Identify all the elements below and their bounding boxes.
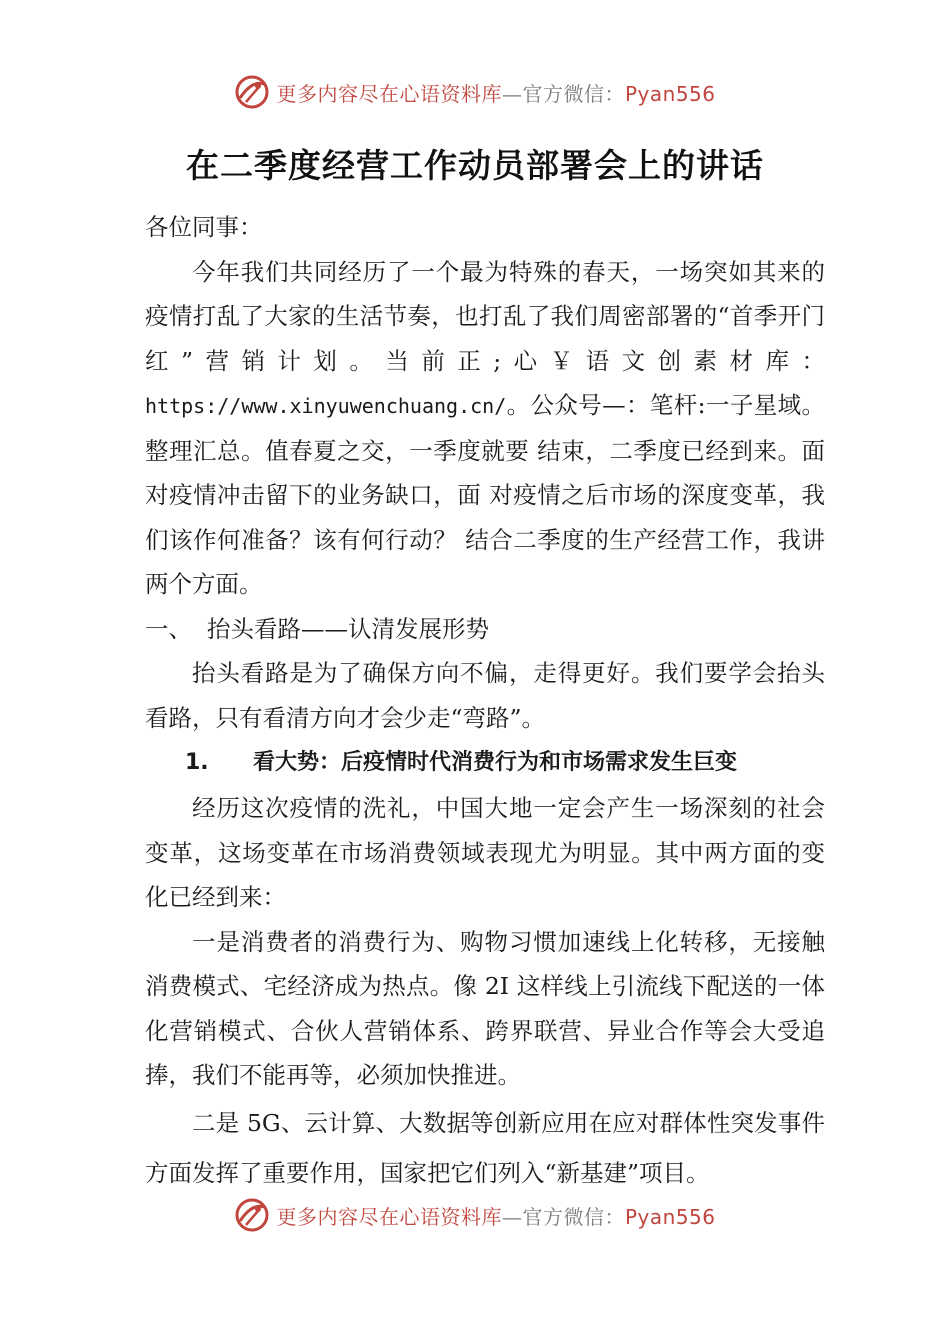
intro-url: https://www.xinyuwenchuang.cn/: [145, 394, 507, 418]
subsection-number: 1.: [185, 750, 209, 775]
subsection-paragraph-1: 经历这次疫情的洗礼，中国大地一定会产生一场深刻的社会变革，这场变革在市场消费领域表现尤为明显。其中两方面的变化已经到来：: [145, 794, 825, 911]
banner-contact-label: 官方微信：: [522, 1204, 625, 1229]
document-body: [145, 205, 825, 1198]
subsection-paragraph-2: 一是消费者的消费行为、购物习惯加速线上化转移，无接触消费模式、宅经济成为热点。像 2I 这样线上引流线下配送的一体化营销模式、合伙人营销体系、跨界联营、异业合作等会大受追捧，我们不能再等，必须加快推进。: [145, 927, 825, 1089]
salutation: 各位同事：: [145, 213, 263, 241]
intro-text-part2: 。公众号—：笔杆:一子星域。整理汇总。值春夏之交，一季度就要 结束，二季度已经到来。面对疫情冲击留下的业务缺口，面 对疫情之后市场的深度变革，我们该作何准备？该有何行动？ 结合二季度的生产经营工作，我讲两个方面。: [145, 391, 825, 598]
section-number: 一、: [145, 614, 192, 643]
banner-text: [276, 1201, 715, 1230]
banner-main-text: 更多内容尽在心语资料库: [276, 1204, 502, 1229]
subsection-paragraph-3: 二是 5G、云计算、大数据等创新应用在应对群体性突发事件方面发挥了重要作用，国家把它们列入“新基建”项目。: [145, 1108, 825, 1187]
banner-separator: —: [501, 1204, 523, 1229]
document-title: 在二季度经营工作动员部署会上的讲话: [186, 146, 764, 185]
banner-contact-id: Pyan556: [624, 1204, 716, 1229]
banner-text: [276, 78, 715, 107]
intro-text-part1: 今年我们共同经历了一个最为特殊的春天，一场突如其来的疫情打乱了大家的生活节奏，也打乱了我们周密部署的“首季开门红”营销计划。当前正;心￥语文创素材库：: [145, 257, 825, 375]
banner-contact-label: 官方微信：: [522, 81, 625, 106]
seal-logo-icon: [234, 1197, 270, 1233]
banner-separator: —: [501, 81, 523, 106]
footer-watermark-banner: [0, 1195, 950, 1235]
intro-paragraph: [145, 250, 825, 607]
header-watermark-banner: [0, 72, 950, 112]
subsection-heading-text: 看大势：后疫情时代消费行为和市场需求发生巨变: [253, 750, 738, 775]
seal-logo-icon: [234, 74, 270, 110]
banner-contact-id: Pyan556: [624, 81, 716, 106]
section-heading-1: [145, 607, 825, 652]
subsection-heading-1: [145, 740, 825, 786]
banner-main-text: 更多内容尽在心语资料库: [276, 81, 502, 106]
section-heading-text: 抬头看路——认清发展形势: [207, 614, 489, 643]
section-1-paragraph: 抬头看路是为了确保方向不偏，走得更好。我们要学会抬头看路，只有看清方向才会少走“弯路”。: [145, 659, 825, 732]
